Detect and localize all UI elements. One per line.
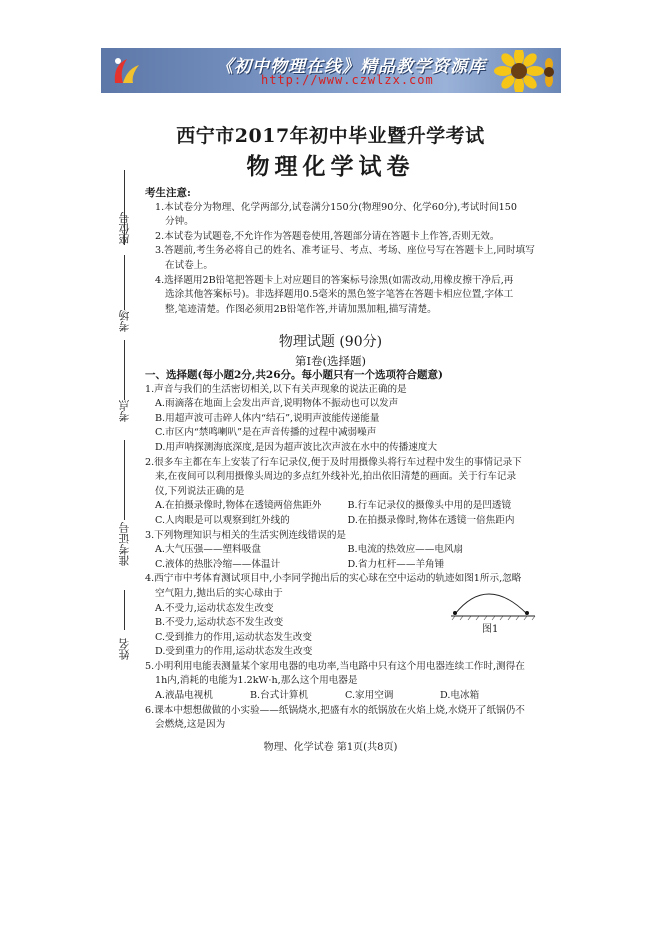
banner-title: 《初中物理在线》精品教学资源库 bbox=[216, 57, 486, 77]
side-line-room bbox=[124, 255, 125, 310]
option-row bbox=[145, 543, 540, 558]
answer-option: A.大气压强——塑料吸盘 bbox=[155, 544, 261, 556]
sunflower-icon bbox=[489, 50, 559, 92]
question-stem: 1.声音与我们的生活密切相关,以下有关声现象的说法正确的是 bbox=[145, 383, 407, 395]
answer-option: D.在拍摄录像时,物体在透镜一倍焦距内 bbox=[347, 514, 515, 526]
answer-option: A.雨滴落在地面上会发出声音,说明物体不振动也可以发声 bbox=[155, 398, 399, 410]
choice-heading: 一、选择题(每小题2分,共26分。每小题只有一个选项符合题意) bbox=[145, 369, 444, 381]
answer-option: C.人肉眼是可以观察到红外线的 bbox=[155, 514, 290, 526]
answer-option: A.液晶电视机 bbox=[155, 690, 213, 702]
side-label-seat: 座位号 bbox=[118, 212, 131, 245]
header-banner bbox=[101, 48, 561, 93]
side-line-ticket bbox=[124, 440, 125, 520]
side-label-ticket: 准考证号 bbox=[118, 522, 131, 566]
question-stem: 6.课本中想想做做的小实验——纸锅烧水,把盛有水的纸锅放在火焰上烧,水烧开了纸锅仍不 bbox=[145, 704, 525, 716]
exam-title: 西宁市2017年初中毕业暨升学考试 bbox=[176, 125, 485, 147]
banner-url[interactable]: http://www.czwlzx.com bbox=[261, 73, 434, 87]
question-stem: 4.西宁市中考体育测试项目中,小李同学抛出后的实心球在空中运动的轨迹如图1所示,忽略 bbox=[145, 573, 522, 585]
notice-line: 整,笔迹清楚。作图必须用2B铅笔作答,并请加黑加粗,描写清楚。 bbox=[165, 303, 437, 315]
answer-option: B.用超声波可击碎人体内“结石”,说明声波能传递能量 bbox=[155, 412, 380, 424]
answer-option: C.受到推力的作用,运动状态发生改变 bbox=[155, 631, 313, 643]
notice-line: 选涂其他答案标号)。非选择题用0.5毫米的黑色签字笔答在答题卡相应位置,字体工 bbox=[165, 289, 514, 301]
side-label-room: 考场 bbox=[118, 310, 131, 332]
question-stem: 来,在夜间可以利用摄像头周边的多点红外线补光,拍出依旧清楚的画面。关于行车记录 bbox=[155, 471, 517, 483]
question-stem: 空气阻力,抛出后的实心球由于 bbox=[155, 587, 283, 599]
notice-line: 3.答题前,考生务必将自己的姓名、准考证号、考点、考场、座位号写在答题卡上,同时填写 bbox=[155, 245, 535, 257]
question-stem: 3.下列物理知识与相关的生活实例连线错误的是 bbox=[145, 529, 347, 541]
question-stem: 5.小明利用电能表测量某个家用电器的电功率,当电路中只有这个用电器连续工作时,测得在 bbox=[145, 660, 525, 672]
notice-line: 4.选择题用2B铅笔把答题卡上对应题目的答案标号涂黑(如需改动,用橡皮擦干净后,再 bbox=[155, 274, 514, 286]
logo-icon bbox=[109, 53, 143, 87]
question-stem: 仪,下列说法正确的是 bbox=[155, 485, 245, 497]
answer-option: D.电冰箱 bbox=[440, 690, 480, 702]
question-stem: 2.很多车主都在车上安装了行车记录仪,便于及时用摄像头将行车过程中发生的事情记录下 bbox=[145, 456, 522, 468]
answer-option: B.不受力,运动状态不发生改变 bbox=[155, 617, 284, 629]
option-row bbox=[145, 514, 540, 529]
notice-block bbox=[145, 186, 540, 317]
notice-heading: 考生注意: bbox=[145, 187, 191, 199]
question-stem: 1h内,消耗的电能为1.2kW·h,那么这个用电器是 bbox=[155, 675, 358, 687]
page-footer: 物理、化学试卷 第1页(共8页) bbox=[263, 742, 398, 753]
side-line-name bbox=[124, 590, 125, 630]
notice-line: 2.本试卷为试题卷,不允许作为答题卷使用,答题部分请在答题卡上作答,否则无效。 bbox=[155, 230, 500, 242]
figure-label: 图1 bbox=[482, 624, 499, 635]
answer-option: A.不受力,运动状态发生改变 bbox=[155, 602, 274, 614]
answer-option: C.家用空调 bbox=[345, 690, 394, 702]
option-row bbox=[145, 558, 540, 573]
option-row bbox=[145, 499, 540, 514]
notice-line: 1.本试卷分为物理、化学两部分,试卷满分150分(物理90分、化学60分),考试时间150 bbox=[155, 201, 517, 213]
answer-option: C.市区内“禁鸣喇叭”是在声音传播的过程中减弱噪声 bbox=[155, 427, 377, 439]
answer-option: B.台式计算机 bbox=[250, 690, 309, 702]
questions-block bbox=[145, 368, 540, 733]
answer-option: C.液体的热胀冷缩——体温计 bbox=[155, 558, 281, 570]
answer-option: D.用声呐探测海底深度,是因为超声波比次声波在水中的传播速度大 bbox=[155, 441, 438, 453]
answer-option: D.受到重力的作用,运动状态发生改变 bbox=[155, 646, 313, 658]
exam-subject-title: 物理化学试卷 bbox=[246, 153, 415, 180]
option-row bbox=[145, 689, 540, 704]
answer-option: A.在拍摄录像时,物体在透镜两倍焦距外 bbox=[155, 500, 322, 512]
answer-option: D.省力杠杆——羊角锤 bbox=[347, 558, 445, 570]
side-label-center: 考点 bbox=[118, 400, 131, 422]
answer-option: B.电流的热效应——电风扇 bbox=[347, 544, 464, 556]
answer-option: B.行车记录仪的摄像头中用的是凹透镜 bbox=[347, 500, 512, 512]
notice-line: 分钟。 bbox=[165, 216, 194, 228]
question-stem: 会燃烧,这是因为 bbox=[155, 719, 226, 731]
section-title: 物理试题 (90分) bbox=[278, 334, 383, 350]
side-label-name: 姓名 bbox=[118, 638, 131, 660]
section-subtitle: 第Ⅰ卷(选择题) bbox=[294, 354, 366, 368]
notice-line: 在试卷上。 bbox=[165, 259, 213, 271]
